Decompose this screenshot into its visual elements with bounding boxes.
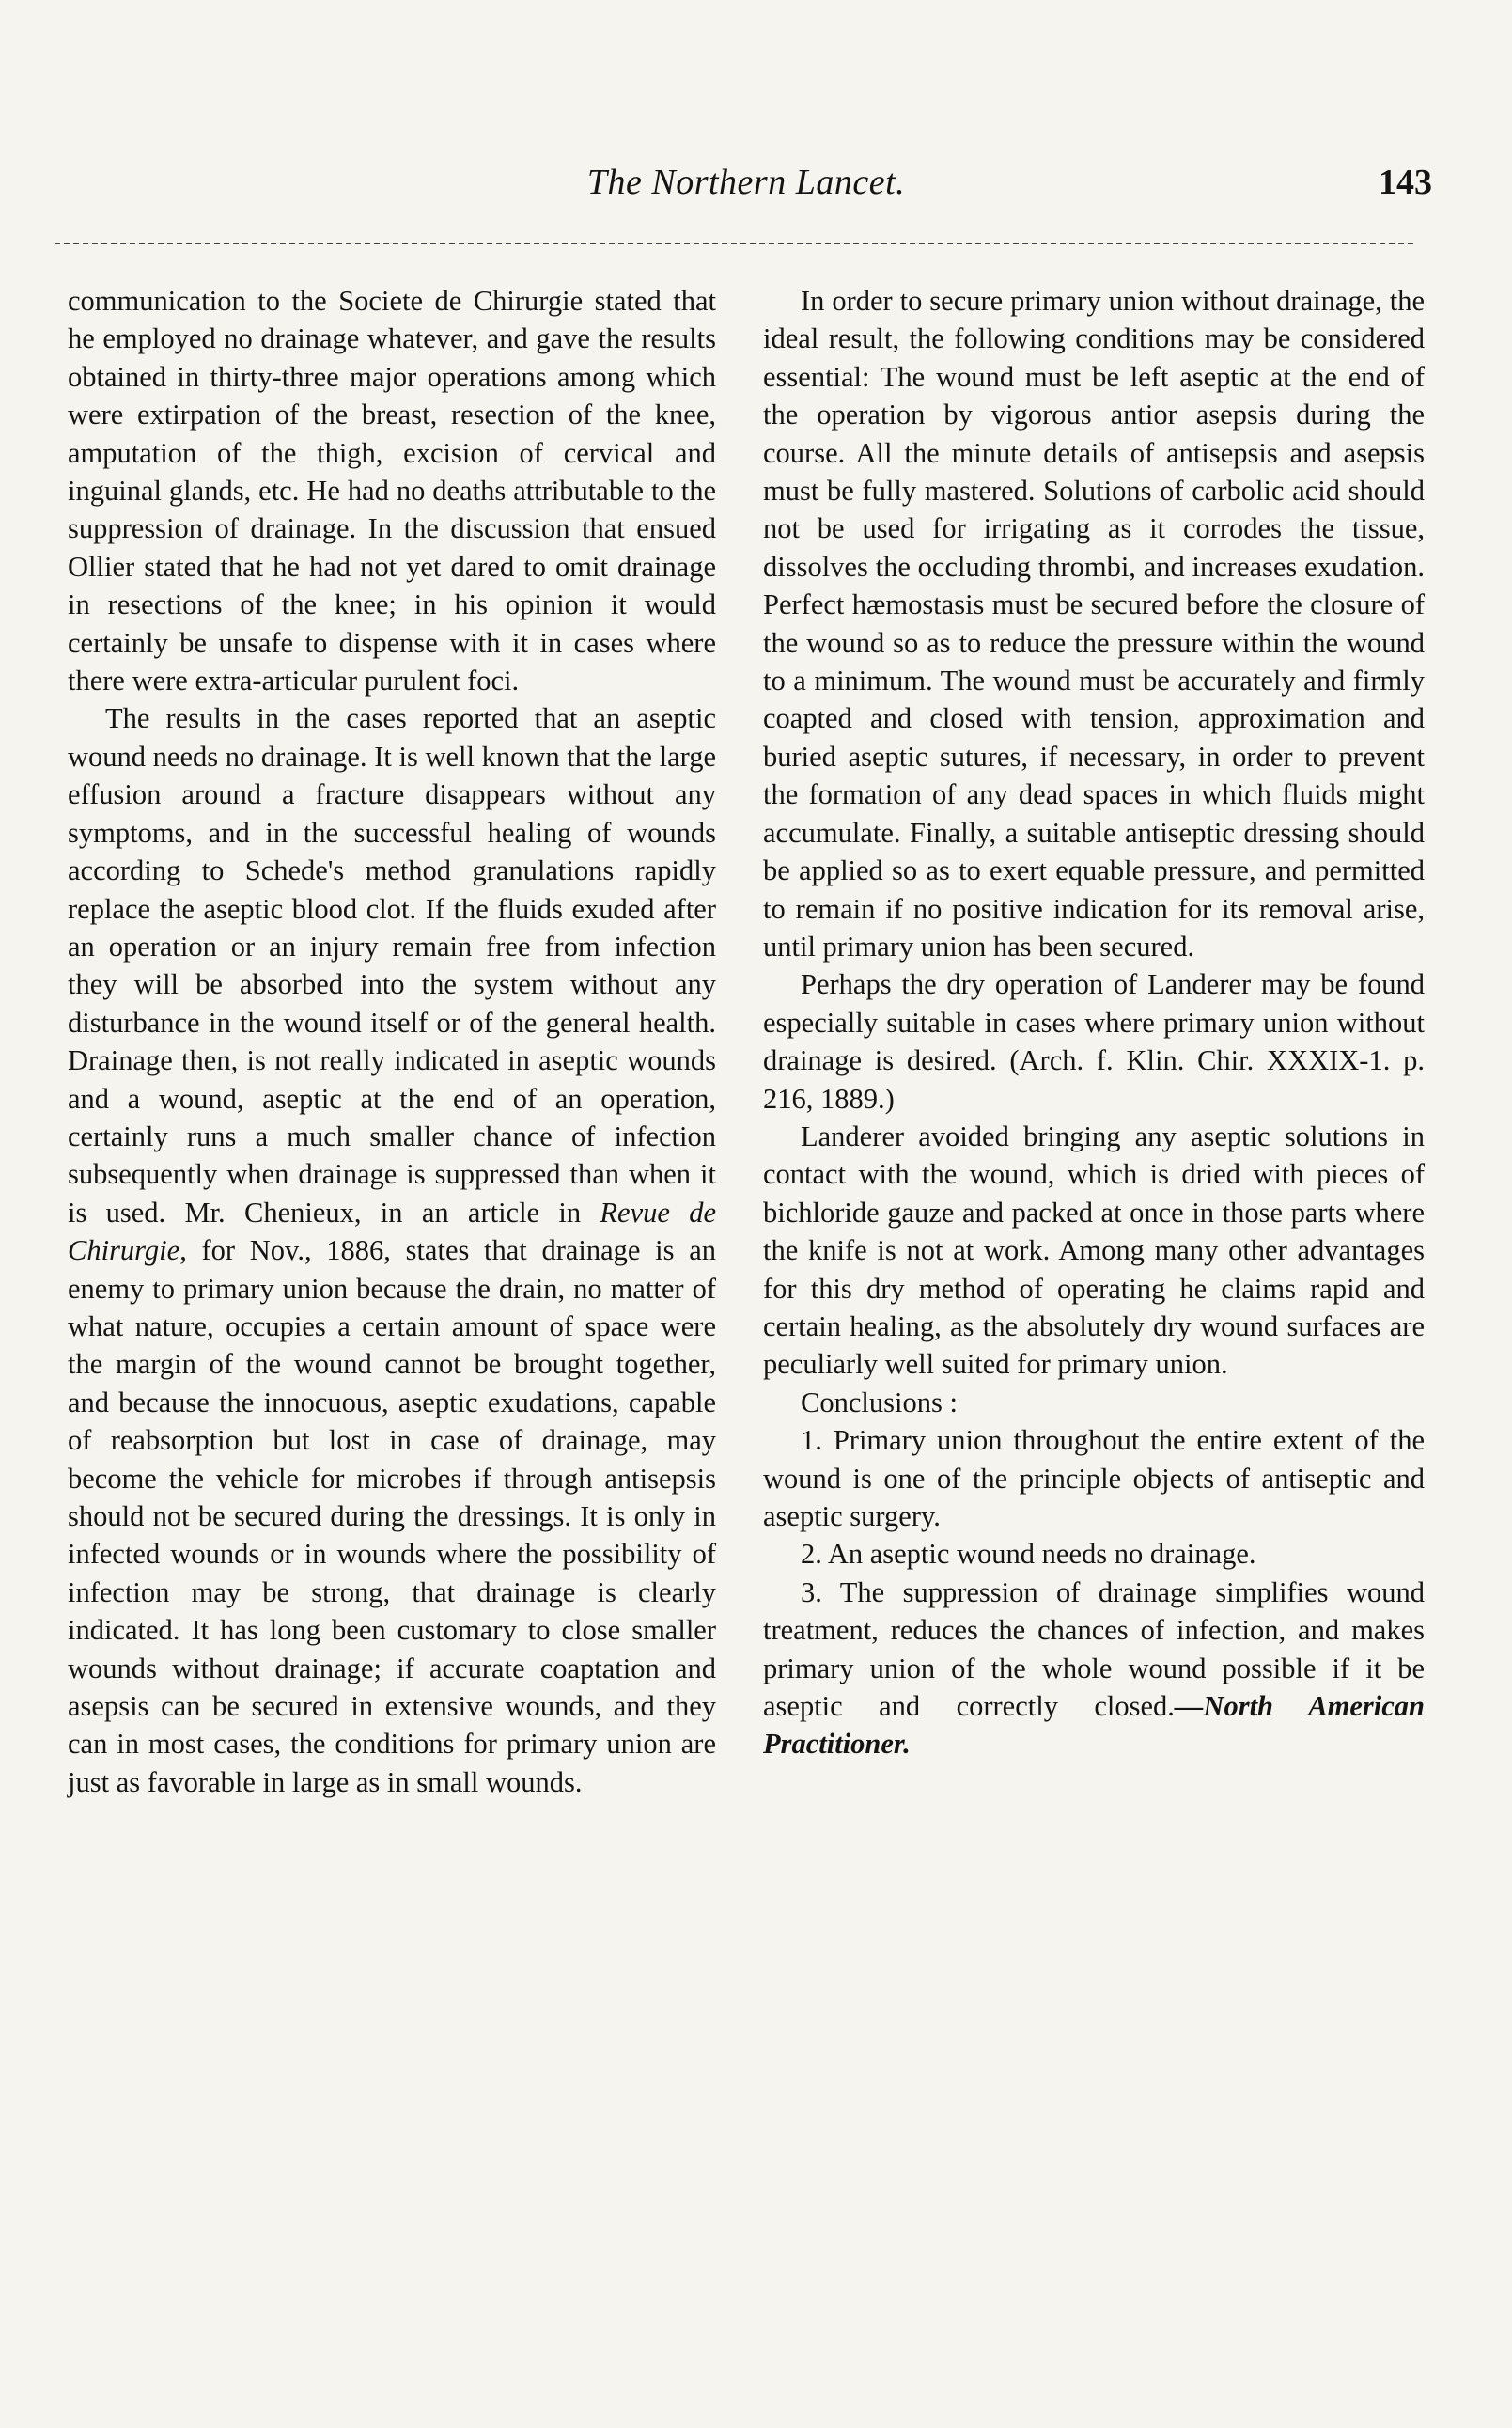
page-number: 143 [1379, 163, 1432, 202]
conclusion-item: 2. An aseptic wound needs no drainage. [801, 1538, 1256, 1571]
paragraph [68, 699, 716, 1801]
journal-name: Revue de Chirurgie [68, 1196, 716, 1267]
left-column [68, 282, 716, 1801]
paragraph: Landerer avoided bringing any aseptic solutions in contact with the wound, which is dried with pieces of bichloride gauze and packed at once in those parts where the knife is not at work. Among many other advantages for this dry method of operating he claims rapid and certain healing, as the absolutely dry wound surfaces are peculiarly well suited for primary union. [763, 1120, 1425, 1381]
conclusion-item: 1. Primary union throughout the entire extent of the wound is one of the principle objects of antiseptic and aseptic surgery. [763, 1424, 1425, 1532]
header-rule [55, 243, 1413, 244]
paragraph-text: , for Nov., 1886, states that drainage is an enemy to primary union because the drain, no matter of what nature, occupies a certain amount of space were the margin of the wound cannot be brought together, and because the innocuous, aseptic exudations, capable of reabsorption but lost in case of drainage, may become the vehicle for microbes if through antisepsis should not be secured during the dressings. It is only in infected wounds or in wounds where the possibility of infection may be strong, that drainage is clearly indicated. It has long been customary to close smaller wounds without drainage; if accurate coaptation and asepsis can be secured in extensive wounds, and they can in most cases, the conditions for primary union are just as favorable in large as in small wounds. [68, 1234, 716, 1798]
source-attribution: —North American Practitioner. [763, 1690, 1425, 1761]
conclusion-item [763, 1574, 1425, 1763]
journal-title: The Northern Lancet. [586, 163, 906, 202]
paragraph: communication to the Societe de Chirurgie stated that he employed no drainage whatever, and gave the results obtained in thirty-three major operations among which were extirpation of the breast, resection of the knee, amputation of the thigh, excision of cervical and inguinal glands, etc. He had no deaths attributable to the suppression of drainage. In the discussion that ensued Ollier stated that he had not yet dared to omit drainage in resections of the knee; in his opinion it would certainly be unsafe to dispense with it in cases where there were extra-articular purulent foci. [68, 285, 716, 697]
conclusion-text: 3. The suppression of drainage simplifies wound treatment, reduces the chances of infection, and makes primary union of the whole wound possible if it be aseptic and correctly closed. [763, 1575, 1425, 1723]
running-head [60, 162, 1432, 203]
conclusions-heading: Conclusions : [801, 1386, 958, 1418]
paragraph: In order to secure primary union without drainage, the ideal result, the following conditions may be considered essential: The wound must be left aseptic at the end of the operation by vigorous antior asepsis during the course. All the minute details of antisepsis and asepsis must be fully mastered. Solutions of carbolic acid should not be used for irrigating as it corrodes the tissue, dissolves the occluding thrombi, and increases exudation. Perfect hæmostasis must be secured before the closure of the wound so as to reduce the pressure within the wound to a minimum. The wound must be accurately and firmly coapted and closed with tension, approximation and buried aseptic sutures, if necessary, in order to prevent the formation of any dead spaces in which fluids might accumulate. Finally, a suitable antiseptic dressing should be applied so as to exert equable pressure, and permitted to remain if no positive indication for its removal arise, until primary union has been secured. [763, 285, 1425, 963]
right-column [763, 282, 1425, 1763]
paragraph: Perhaps the dry operation of Landerer may be found especially suitable in cases where primary union without drainage is desired. (Arch. f. Klin. Chir. XXXIX-1. p. 216, 1889.) [763, 968, 1425, 1115]
paragraph-text: The results in the cases reported that an aseptic wound needs no drainage. It is well known that the large effusion around a fracture disappears without any symptoms, and in the successful healing of wounds according to Schede's method granulations rapidly replace the aseptic blood clot. If the fluids exuded after an operation or an injury remain free from infection they will be absorbed into the system without any disturbance in the wound itself or of the general health. Drainage then, is not really indicated in aseptic wounds and a wound, aseptic at the end of an operation, certainly runs a much smaller chance of infection subsequently when drainage is suppressed than when it is used. Mr. Chenieux, in an article in [68, 702, 716, 1229]
